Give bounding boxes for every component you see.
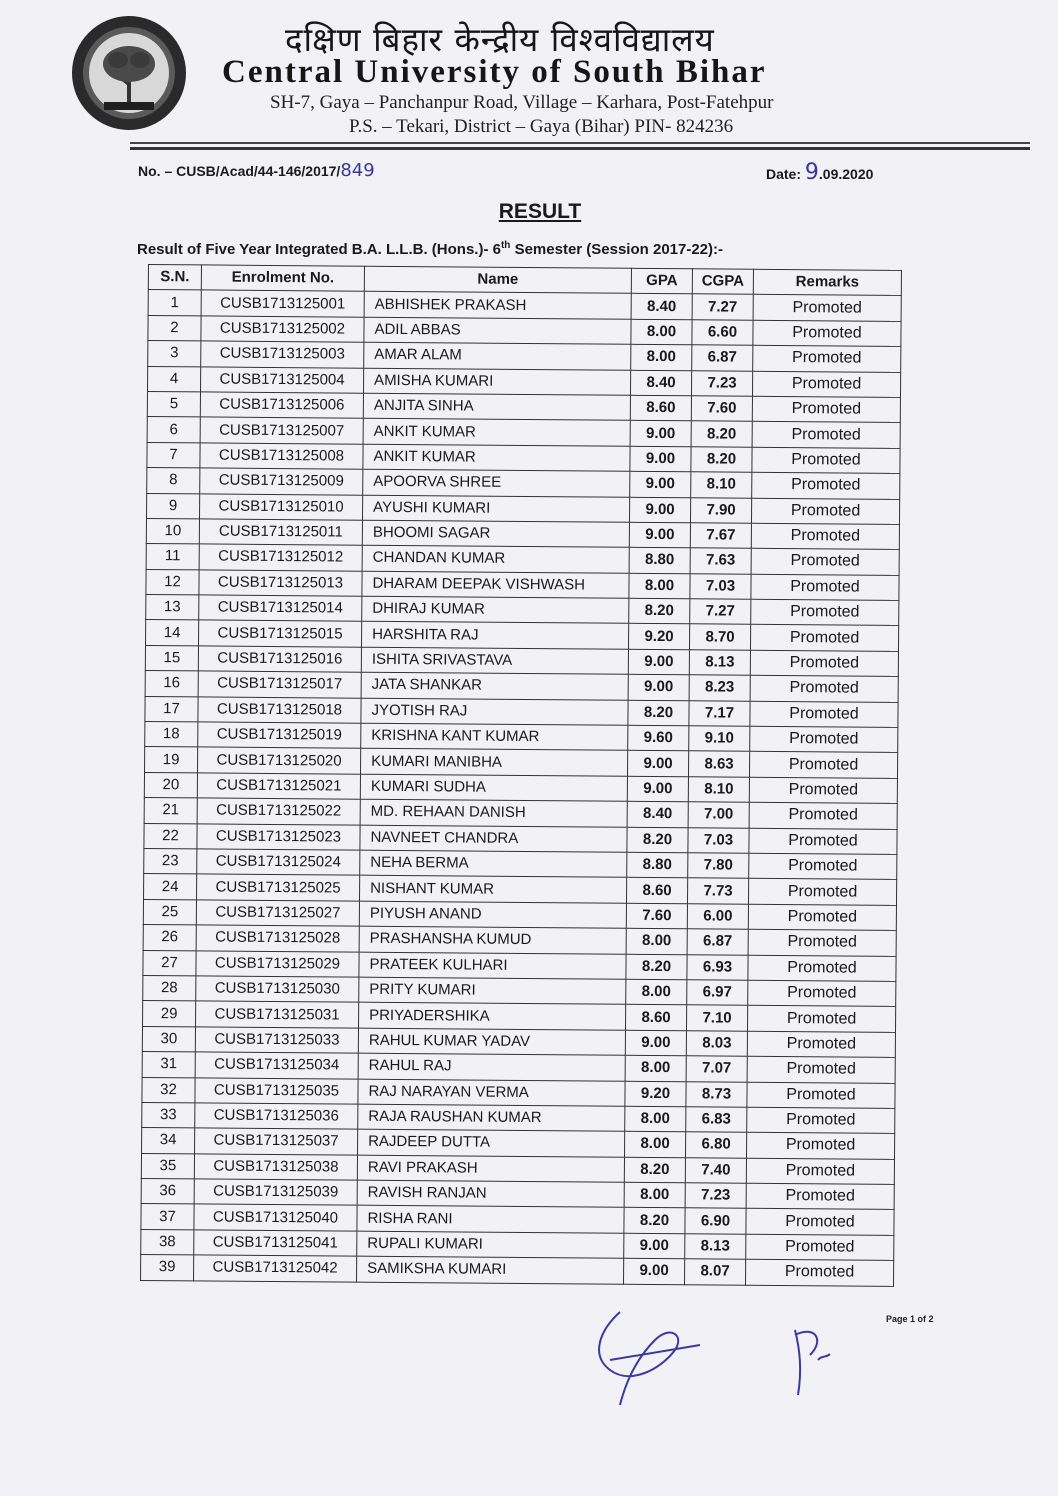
cell-cgpa: 7.60 — [691, 396, 752, 422]
cell-remarks: Promoted — [747, 1082, 895, 1109]
cell-sn: 24 — [144, 874, 197, 900]
cell-enrolment: CUSB1713125021 — [197, 773, 360, 800]
cell-sn: 29 — [143, 1001, 196, 1027]
cell-cgpa: 8.20 — [691, 421, 752, 447]
cell-gpa: 8.00 — [625, 1106, 686, 1132]
cell-name: RAVI PRAKASH — [357, 1155, 624, 1182]
cell-remarks: Promoted — [749, 777, 897, 804]
cell-enrolment: CUSB1713125027 — [196, 900, 359, 927]
cell-enrolment: CUSB1713125037 — [195, 1128, 358, 1155]
cell-cgpa: 7.03 — [688, 827, 749, 853]
cell-cgpa: 6.60 — [692, 320, 753, 346]
cell-gpa: 8.00 — [629, 573, 690, 599]
cell-name: NEHA BERMA — [360, 850, 627, 877]
cell-cgpa: 7.63 — [690, 548, 751, 574]
cell-name: HARSHITA RAJ — [361, 622, 628, 649]
cell-cgpa: 6.87 — [692, 345, 753, 371]
header-sn: S.N. — [148, 265, 201, 291]
cell-sn: 28 — [143, 975, 196, 1001]
cell-cgpa: 7.03 — [690, 573, 751, 599]
cell-sn: 4 — [147, 366, 200, 392]
cell-enrolment: CUSB1713125016 — [198, 646, 361, 673]
cell-cgpa: 7.23 — [685, 1183, 746, 1209]
result-table-body — [141, 290, 902, 1286]
address-line-2: P.S. – Tekari, District – Gaya (Bihar) PIN- 824236 — [349, 116, 734, 137]
cell-sn: 37 — [141, 1204, 194, 1230]
cell-cgpa: 8.73 — [686, 1081, 747, 1107]
cell-cgpa: 8.13 — [689, 650, 750, 676]
cell-sn: 13 — [146, 595, 199, 621]
cell-name: NAVNEET CHANDRA — [360, 825, 627, 852]
cell-sn: 33 — [142, 1102, 195, 1128]
cell-enrolment: CUSB1713125042 — [194, 1255, 357, 1282]
cell-remarks: Promoted — [746, 1158, 894, 1185]
cell-sn: 18 — [145, 722, 198, 748]
cell-gpa: 9.00 — [630, 421, 691, 447]
cell-enrolment: CUSB1713125004 — [200, 366, 363, 393]
cell-sn: 25 — [143, 899, 196, 925]
cell-enrolment: CUSB1713125022 — [197, 798, 360, 825]
cell-remarks: Promoted — [747, 1107, 895, 1134]
cell-sn: 1 — [148, 290, 201, 316]
cell-cgpa: 8.70 — [689, 624, 750, 650]
cell-remarks: Promoted — [750, 701, 898, 728]
cell-enrolment: CUSB1713125030 — [196, 976, 359, 1003]
cell-enrolment: CUSB1713125035 — [195, 1077, 358, 1104]
cell-remarks: Promoted — [747, 1006, 895, 1033]
caption-pre: Result of Five Year Integrated B.A. L.L.B. (Hons.)- 6 — [137, 241, 501, 258]
cell-gpa: 8.40 — [631, 294, 692, 320]
cell-gpa: 9.00 — [624, 1233, 685, 1259]
cell-remarks: Promoted — [748, 904, 896, 931]
reference-number — [138, 160, 375, 181]
cell-cgpa: 7.73 — [687, 878, 748, 904]
cell-sn: 39 — [141, 1255, 194, 1281]
cell-enrolment: CUSB1713125006 — [200, 392, 363, 419]
cell-remarks: Promoted — [750, 650, 898, 677]
cell-remarks: Promoted — [748, 879, 896, 906]
cell-sn: 8 — [147, 468, 200, 494]
cell-gpa: 8.00 — [626, 928, 687, 954]
cell-sn: 35 — [141, 1153, 194, 1179]
signature-icon — [580, 1300, 860, 1410]
cell-name: RAVISH RANJAN — [357, 1180, 624, 1207]
cell-gpa: 9.00 — [629, 497, 690, 523]
cell-name: ADIL ABBAS — [364, 317, 631, 344]
cell-sn: 27 — [143, 950, 196, 976]
cell-name: ABHISHEK PRAKASH — [364, 292, 631, 319]
cell-gpa: 8.40 — [630, 370, 691, 396]
cell-remarks: Promoted — [753, 320, 901, 347]
cell-gpa: 8.00 — [626, 979, 687, 1005]
cell-enrolment: CUSB1713125020 — [198, 747, 361, 774]
cell-name: RUPALI KUMARI — [357, 1231, 624, 1258]
date-label: Date: — [766, 166, 802, 182]
cell-enrolment: CUSB1713125041 — [194, 1230, 357, 1257]
cell-gpa: 8.80 — [629, 548, 690, 574]
cell-remarks: Promoted — [752, 447, 900, 474]
cell-remarks: Promoted — [748, 955, 896, 982]
cell-enrolment: CUSB1713125011 — [199, 519, 362, 546]
cell-name: DHIRAJ KUMAR — [362, 596, 629, 623]
cell-gpa: 9.00 — [628, 649, 689, 675]
page-number: Page 1 of 2 — [886, 1314, 934, 1324]
cell-gpa: 8.60 — [626, 878, 687, 904]
cell-cgpa: 6.90 — [685, 1208, 746, 1234]
result-caption — [137, 240, 723, 258]
cell-sn: 2 — [148, 315, 201, 341]
cell-cgpa: 7.17 — [689, 700, 750, 726]
cell-gpa: 9.00 — [625, 1030, 686, 1056]
cell-enrolment: CUSB1713125024 — [197, 849, 360, 876]
cell-cgpa: 7.27 — [692, 294, 753, 320]
cell-enrolment: CUSB1713125039 — [194, 1179, 357, 1206]
cell-name: RAJA RAUSHAN KUMAR — [358, 1104, 625, 1131]
cell-enrolment: CUSB1713125017 — [198, 671, 361, 698]
cell-gpa: 9.60 — [628, 725, 689, 751]
cell-enrolment: CUSB1713125003 — [201, 341, 364, 368]
cell-cgpa: 7.07 — [686, 1056, 747, 1082]
cell-gpa: 8.00 — [631, 319, 692, 345]
cell-gpa: 8.80 — [627, 852, 688, 878]
cell-remarks: Promoted — [747, 1031, 895, 1058]
cell-remarks: Promoted — [749, 752, 897, 779]
cell-gpa: 9.00 — [627, 776, 688, 802]
cell-enrolment: CUSB1713125008 — [200, 443, 363, 470]
cell-remarks: Promoted — [746, 1234, 894, 1261]
cell-enrolment: CUSB1713125001 — [201, 290, 364, 317]
cell-enrolment: CUSB1713125007 — [200, 417, 363, 444]
cell-cgpa: 8.23 — [689, 675, 750, 701]
reference-prefix: No. – CUSB/Acad/44-146/2017/ — [138, 163, 341, 179]
cell-name: KUMARI MANIBHA — [361, 749, 628, 776]
cell-name: RISHA RANI — [357, 1206, 624, 1233]
cell-enrolment: CUSB1713125013 — [199, 570, 362, 597]
cell-sn: 36 — [141, 1179, 194, 1205]
cell-remarks: Promoted — [746, 1183, 894, 1210]
cell-cgpa: 7.80 — [688, 853, 749, 879]
result-table — [140, 264, 902, 1287]
cell-name: APOORVA SHREE — [363, 469, 630, 496]
cell-remarks: Promoted — [751, 574, 899, 601]
cell-cgpa: 7.00 — [688, 802, 749, 828]
cell-cgpa: 8.13 — [685, 1234, 746, 1260]
cell-cgpa: 7.23 — [691, 370, 752, 396]
handwritten-day: 9 — [804, 160, 819, 185]
cell-sn: 26 — [143, 925, 196, 951]
cell-sn: 30 — [142, 1026, 195, 1052]
cell-remarks: Promoted — [752, 371, 900, 398]
header-divider-thick — [130, 147, 1030, 150]
cell-sn: 20 — [144, 772, 197, 798]
cell-name: PIYUSH ANAND — [359, 901, 626, 928]
cell-enrolment: CUSB1713125010 — [200, 493, 363, 520]
cell-sn: 11 — [146, 544, 199, 570]
cell-sn: 6 — [147, 417, 200, 443]
cell-enrolment: CUSB1713125038 — [194, 1154, 357, 1181]
cell-name: RAJDEEP DUTTA — [358, 1129, 625, 1156]
cell-sn: 9 — [147, 493, 200, 519]
cell-name: SAMIKSHA KUMARI — [357, 1256, 624, 1283]
cell-remarks: Promoted — [750, 726, 898, 753]
cell-gpa: 7.60 — [626, 903, 687, 929]
university-logo-icon — [70, 14, 188, 132]
cell-name: BHOOMI SAGAR — [362, 520, 629, 547]
cell-gpa: 9.00 — [630, 471, 691, 497]
cell-name: DHARAM DEEPAK VISHWASH — [362, 571, 629, 598]
cell-remarks: Promoted — [749, 828, 897, 855]
cell-cgpa: 8.10 — [688, 777, 749, 803]
cell-gpa: 8.00 — [624, 1182, 685, 1208]
cell-cgpa: 7.67 — [690, 523, 751, 549]
cell-remarks: Promoted — [750, 675, 898, 702]
cell-cgpa: 6.83 — [686, 1107, 747, 1133]
cell-name: PRIYADERSHIKA — [359, 1003, 626, 1030]
table-row — [141, 1255, 894, 1286]
cell-name: AYUSHI KUMARI — [362, 495, 629, 522]
cell-enrolment: CUSB1713125028 — [196, 925, 359, 952]
cell-remarks: Promoted — [749, 853, 897, 880]
caption-post: Semester (Session 2017-22):- — [510, 241, 724, 258]
cell-gpa: 9.00 — [628, 675, 689, 701]
cell-cgpa: 8.07 — [685, 1259, 746, 1285]
cell-gpa: 8.00 — [631, 344, 692, 370]
header-divider — [130, 142, 1030, 144]
cell-remarks: Promoted — [748, 980, 896, 1007]
cell-gpa: 8.20 — [626, 954, 687, 980]
cell-sn: 14 — [146, 620, 199, 646]
cell-remarks: Promoted — [750, 625, 898, 652]
header-enrolment: Enrolment No. — [201, 265, 364, 292]
cell-gpa: 8.00 — [625, 1055, 686, 1081]
cell-name: PRITY KUMARI — [359, 977, 626, 1004]
cell-sn: 17 — [145, 696, 198, 722]
cell-sn: 15 — [145, 645, 198, 671]
cell-sn: 32 — [142, 1077, 195, 1103]
cell-name: JATA SHANKAR — [361, 672, 628, 699]
caption-superscript: th — [500, 240, 511, 251]
cell-enrolment: CUSB1713125031 — [196, 1001, 359, 1028]
cell-gpa: 9.00 — [624, 1259, 685, 1285]
cell-enrolment: CUSB1713125012 — [199, 544, 362, 571]
cell-remarks: Promoted — [751, 498, 899, 525]
cell-sn: 34 — [142, 1128, 195, 1154]
cell-gpa: 9.20 — [625, 1081, 686, 1107]
cell-sn: 16 — [145, 671, 198, 697]
cell-remarks: Promoted — [749, 802, 897, 829]
cell-cgpa: 6.97 — [687, 980, 748, 1006]
cell-name: KRISHNA KANT KUMAR — [361, 723, 628, 750]
header-gpa: GPA — [631, 268, 692, 294]
cell-enrolment: CUSB1713125029 — [196, 950, 359, 977]
cell-name: RAHUL RAJ — [358, 1053, 625, 1080]
cell-enrolment: CUSB1713125025 — [197, 874, 360, 901]
cell-sn: 19 — [145, 747, 198, 773]
document-date — [766, 160, 873, 185]
cell-remarks: Promoted — [746, 1259, 894, 1286]
cell-gpa: 8.60 — [625, 1005, 686, 1031]
cell-cgpa: 6.80 — [685, 1132, 746, 1158]
cell-name: ISHITA SRIVASTAVA — [361, 647, 628, 674]
cell-cgpa: 8.20 — [691, 447, 752, 473]
cell-gpa: 8.40 — [627, 801, 688, 827]
cell-gpa: 9.20 — [628, 624, 689, 650]
cell-name: AMISHA KUMARI — [363, 368, 630, 395]
handwritten-reference-number: 849 — [340, 160, 375, 181]
cell-remarks: Promoted — [752, 422, 900, 449]
cell-enrolment: CUSB1713125033 — [195, 1027, 358, 1054]
result-title: RESULT — [498, 200, 582, 223]
cell-gpa: 8.60 — [630, 395, 691, 421]
cell-cgpa: 8.03 — [686, 1030, 747, 1056]
cell-sn: 21 — [144, 798, 197, 824]
cell-remarks: Promoted — [752, 472, 900, 499]
cell-remarks: Promoted — [747, 1056, 895, 1083]
cell-gpa: 8.20 — [629, 598, 690, 624]
cell-remarks: Promoted — [746, 1209, 894, 1236]
cell-remarks: Promoted — [753, 345, 901, 372]
cell-enrolment: CUSB1713125034 — [195, 1052, 358, 1079]
address-line-1: SH-7, Gaya – Panchanpur Road, Village – Karhara, Post-Fatehpur — [270, 92, 774, 113]
cell-cgpa: 7.90 — [690, 497, 751, 523]
cell-name: PRASHANSHA KUMUD — [359, 926, 626, 953]
cell-remarks: Promoted — [746, 1133, 894, 1160]
cell-gpa: 8.00 — [625, 1132, 686, 1158]
cell-sn: 12 — [146, 569, 199, 595]
header-cgpa: CGPA — [692, 269, 753, 295]
cell-name: RAJ NARAYAN VERMA — [358, 1079, 625, 1106]
cell-enrolment: CUSB1713125014 — [199, 595, 362, 622]
cell-name: ANKIT KUMAR — [363, 444, 630, 471]
cell-enrolment: CUSB1713125009 — [200, 468, 363, 495]
cell-cgpa: 7.27 — [690, 599, 751, 625]
cell-cgpa: 9.10 — [689, 726, 750, 752]
cell-name: JYOTISH RAJ — [361, 698, 628, 725]
cell-name: KUMARI SUDHA — [360, 774, 627, 801]
cell-gpa: 8.20 — [627, 827, 688, 853]
cell-enrolment: CUSB1713125023 — [197, 823, 360, 850]
cell-sn: 5 — [147, 391, 200, 417]
cell-name: NISHANT KUMAR — [360, 876, 627, 903]
cell-enrolment: CUSB1713125036 — [195, 1103, 358, 1130]
cell-enrolment: CUSB1713125015 — [199, 620, 362, 647]
cell-cgpa: 7.10 — [686, 1005, 747, 1031]
cell-name: MD. REHAAN DANISH — [360, 799, 627, 826]
cell-name: PRATEEK KULHARI — [359, 952, 626, 979]
cell-enrolment: CUSB1713125019 — [198, 722, 361, 749]
cell-sn: 23 — [144, 848, 197, 874]
cell-name: AMAR ALAM — [364, 342, 631, 369]
cell-remarks: Promoted — [751, 599, 899, 626]
cell-enrolment: CUSB1713125018 — [198, 697, 361, 724]
cell-remarks: Promoted — [748, 929, 896, 956]
cell-gpa: 9.00 — [629, 522, 690, 548]
cell-name: ANJITA SINHA — [363, 393, 630, 420]
cell-remarks: Promoted — [751, 549, 899, 576]
cell-gpa: 9.00 — [630, 446, 691, 472]
cell-enrolment: CUSB1713125040 — [194, 1204, 357, 1231]
cell-remarks: Promoted — [751, 523, 899, 550]
cell-gpa: 9.00 — [627, 751, 688, 777]
cell-cgpa: 6.93 — [687, 954, 748, 980]
cell-sn: 38 — [141, 1229, 194, 1255]
header-remarks: Remarks — [753, 269, 901, 296]
cell-sn: 10 — [146, 518, 199, 544]
cell-name: ANKIT KUMAR — [363, 419, 630, 446]
cell-sn: 31 — [142, 1052, 195, 1078]
cell-remarks: Promoted — [752, 396, 900, 423]
cell-sn: 7 — [147, 442, 200, 468]
cell-name: RAHUL KUMAR YADAV — [358, 1028, 625, 1055]
cell-remarks: Promoted — [753, 295, 901, 322]
cell-sn: 3 — [148, 341, 201, 367]
cell-sn: 22 — [144, 823, 197, 849]
cell-cgpa: 8.10 — [691, 472, 752, 498]
cell-cgpa: 7.40 — [685, 1157, 746, 1183]
cell-gpa: 8.20 — [624, 1208, 685, 1234]
university-hindi-name: दक्षिण बिहार केन्द्रीय विश्वविद्यालय — [285, 20, 715, 59]
cell-name: CHANDAN KUMAR — [362, 545, 629, 572]
cell-cgpa: 6.00 — [687, 904, 748, 930]
date-rest: .09.2020 — [818, 166, 874, 182]
cell-gpa: 8.20 — [628, 700, 689, 726]
university-english-name: Central University of South Bihar — [222, 54, 767, 90]
cell-enrolment: CUSB1713125002 — [201, 316, 364, 343]
cell-cgpa: 6.87 — [687, 929, 748, 955]
header-name: Name — [364, 266, 631, 293]
cell-cgpa: 8.63 — [688, 751, 749, 777]
cell-gpa: 8.20 — [624, 1157, 685, 1183]
